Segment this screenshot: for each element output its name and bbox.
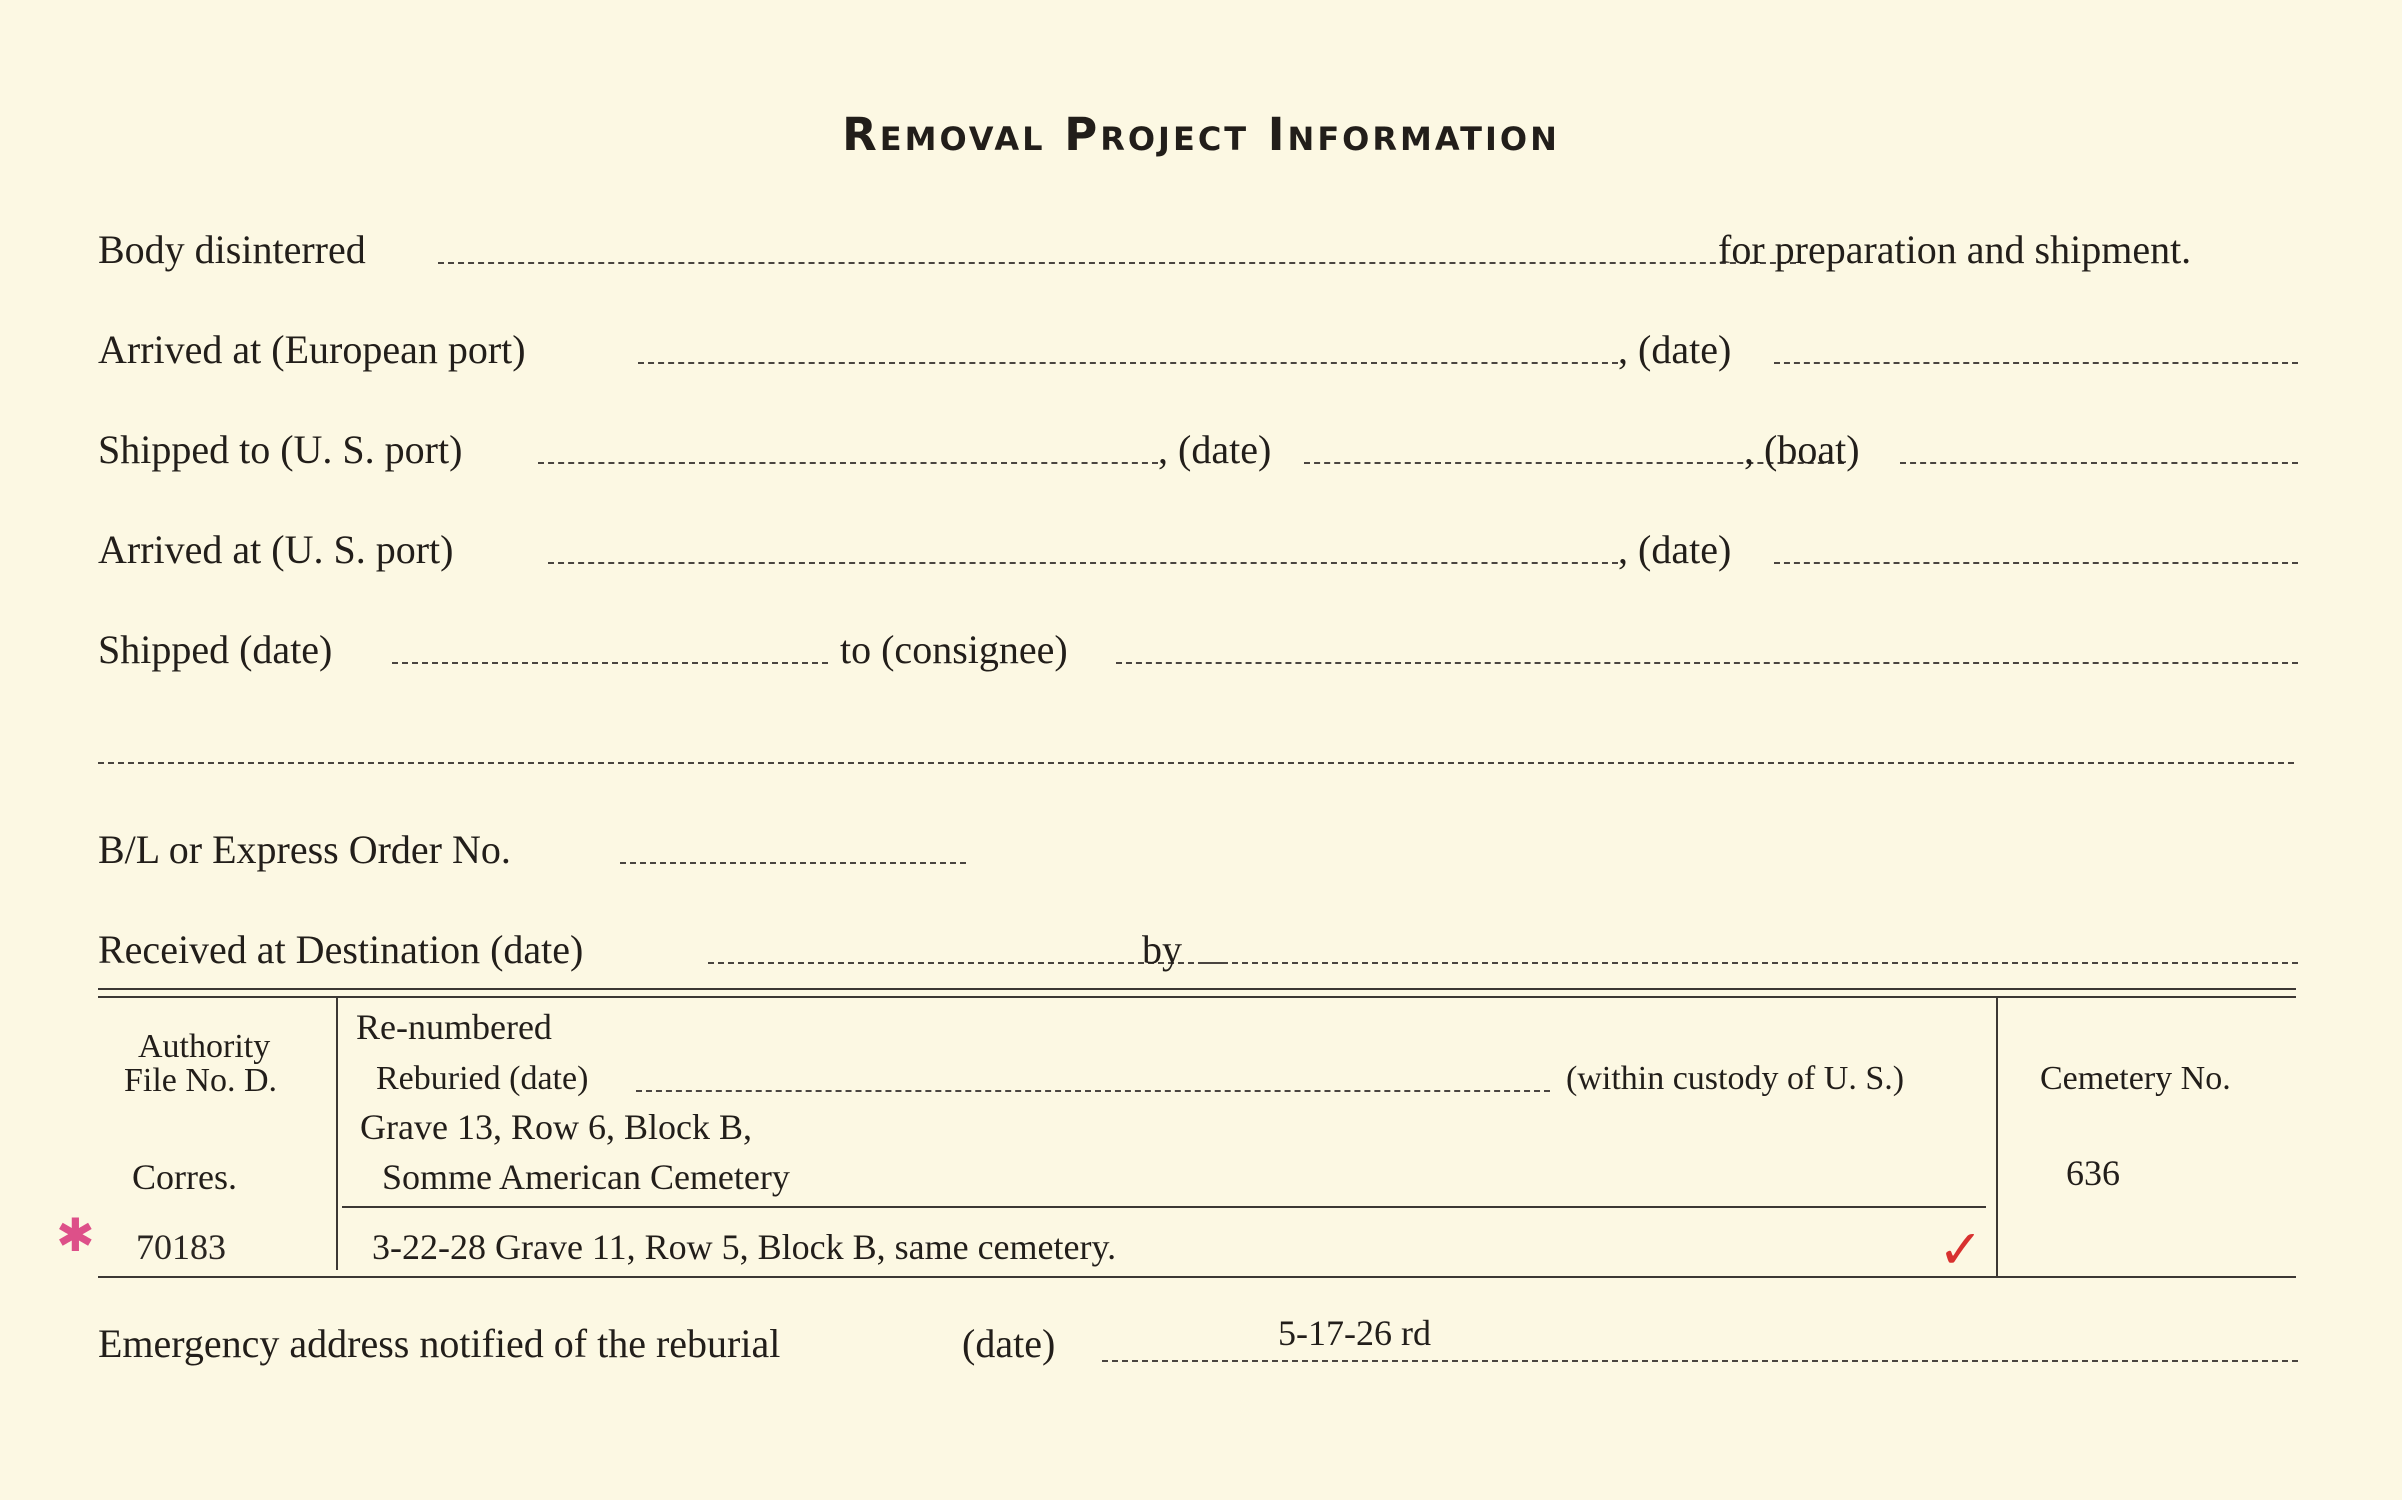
blank-received-by[interactable]: [1202, 962, 2298, 964]
blank-consignee[interactable]: [1116, 662, 2298, 664]
label-body-disinterred: Body disinterred: [98, 227, 366, 272]
blank-us-port[interactable]: [538, 462, 1158, 464]
label-consignee: to (consignee): [840, 627, 1068, 672]
blank-reburied-date[interactable]: [636, 1090, 1550, 1092]
second-entry: 3-22-28 Grave 11, Row 5, Block B, same cemetery.: [372, 1227, 1117, 1267]
label-bl-order: B/L or Express Order No.: [98, 827, 511, 872]
blank-boat[interactable]: [1900, 462, 2298, 464]
pink-stamp-mark: ✱: [56, 1208, 95, 1262]
card-title: Removal Project Information: [842, 108, 1560, 161]
row-continuation: [98, 726, 2298, 786]
row-shipped-consignee: [98, 626, 2298, 686]
red-check-mark: ✓: [1938, 1218, 1984, 1281]
row-body-disinterred: [98, 226, 2298, 286]
label-file-no: File No. D.: [124, 1062, 277, 1099]
grid-top-rule: [98, 988, 2296, 990]
grid-divider-left: [336, 998, 338, 1270]
blank-european-port[interactable]: [638, 362, 1618, 364]
label-within-custody: (within custody of U. S.): [1566, 1060, 1905, 1097]
label-shipped-date-2: Shipped (date): [98, 627, 333, 672]
blank-emergency-date[interactable]: [1102, 1360, 2298, 1362]
label-emergency: Emergency address notified of the reburial: [98, 1321, 781, 1366]
label-shipped-us: Shipped to (U. S. port): [98, 427, 463, 472]
label-emergency-date: (date): [962, 1321, 1056, 1366]
grid-divider-right: [1996, 998, 1998, 1276]
label-european-date: , (date): [1618, 327, 1732, 372]
label-authority: Authority: [138, 1028, 271, 1065]
label-boat: , (boat): [1744, 427, 1860, 472]
label-arrived-european: Arrived at (European port): [98, 327, 526, 372]
grid-top-rule-2: [98, 996, 2296, 998]
label-for-preparation: for preparation and shipment.: [1718, 227, 2192, 272]
emergency-value: 5-17-26 rd: [1278, 1313, 1431, 1353]
cemetery-number: 636: [2066, 1153, 2120, 1193]
grave-line-1: Grave 13, Row 6, Block B,: [360, 1107, 752, 1147]
blank-body-disinterred[interactable]: [438, 262, 1806, 264]
file-number: 70183: [136, 1227, 226, 1267]
label-cemetery-no: Cemetery No.: [2040, 1060, 2231, 1097]
blank-continuation[interactable]: [98, 762, 2294, 764]
renumbered-text: Re-numbered: [356, 1007, 552, 1047]
row-bl-order: [98, 826, 2298, 886]
blank-shipped-date-2[interactable]: [392, 662, 828, 664]
blank-european-date[interactable]: [1774, 362, 2298, 364]
label-shipped-date: , (date): [1158, 427, 1272, 472]
blank-arrived-us-port[interactable]: [548, 562, 1618, 564]
label-arrived-us: Arrived at (U. S. port): [98, 527, 454, 572]
corres-text: Corres.: [132, 1157, 237, 1197]
blank-bl-order[interactable]: [620, 862, 966, 864]
row-arrived-european: [98, 326, 2298, 386]
grid-entry-rule: [342, 1206, 1986, 1208]
label-reburied: Reburied (date): [376, 1060, 589, 1097]
label-by: by: [1142, 927, 1182, 972]
label-arrived-us-date: , (date): [1618, 527, 1732, 572]
row-shipped-us: [98, 426, 2298, 486]
blank-arrived-us-date[interactable]: [1774, 562, 2298, 564]
row-received-destination: [98, 926, 2298, 986]
row-arrived-us: [98, 526, 2298, 586]
grave-line-2: Somme American Cemetery: [382, 1157, 790, 1197]
label-received-destination: Received at Destination (date): [98, 927, 584, 972]
row-emergency: [98, 1313, 2298, 1380]
